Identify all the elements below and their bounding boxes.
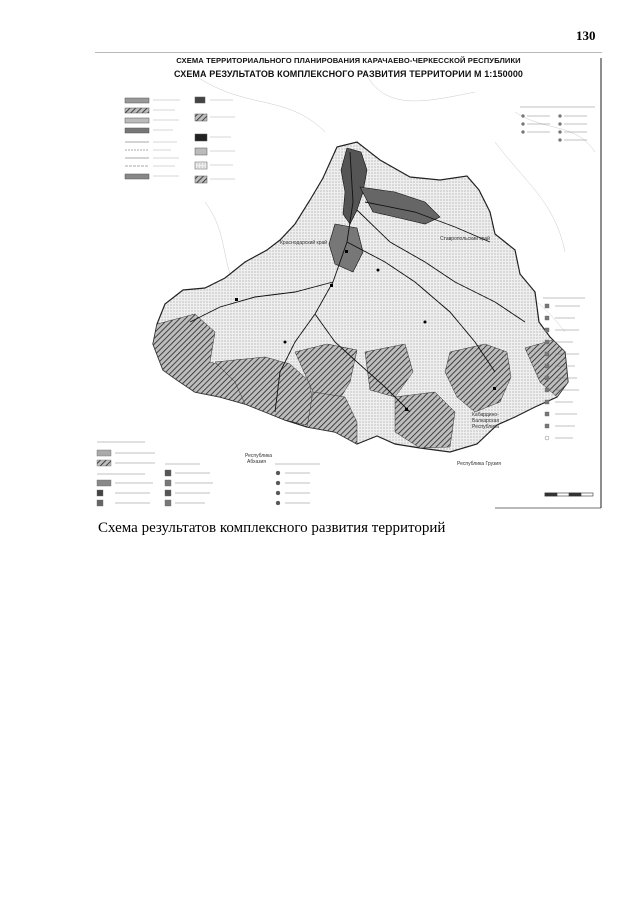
label-kbr-1: Кабардино- xyxy=(472,412,499,418)
label-stavropol: Ставропольский край xyxy=(440,236,490,242)
label-georgia: Республика Грузия xyxy=(457,461,501,467)
legend-left xyxy=(125,97,235,183)
figure-caption: Схема результатов комплексного развития территорий xyxy=(98,520,446,536)
map-title-line2: СХЕМА РЕЗУЛЬТАТОВ КОМПЛЕКСНОГО РАЗВИТИЯ ТЕРРИТОРИИ М 1:150000 xyxy=(173,69,524,79)
label-adygea-2: Абхазия xyxy=(247,459,266,465)
label-kbr-2: Балкарская xyxy=(472,418,500,424)
map-drawing xyxy=(95,52,602,510)
map-title-line1: СХЕМА ТЕРРИТОРИАЛЬНОГО ПЛАНИРОВАНИЯ КАРАЧАЕВО-ЧЕРКЕССКОЙ РЕСПУБЛИКИ xyxy=(176,56,521,65)
scale-bar xyxy=(545,493,593,496)
label-adygea-1: Республика xyxy=(245,453,273,459)
page-number: 130 xyxy=(576,28,596,43)
label-krasnodar: Краснодарский край xyxy=(280,240,328,246)
label-kbr-3: Республика xyxy=(472,424,500,430)
legend-bottom xyxy=(97,442,320,506)
map-figure xyxy=(95,52,602,510)
